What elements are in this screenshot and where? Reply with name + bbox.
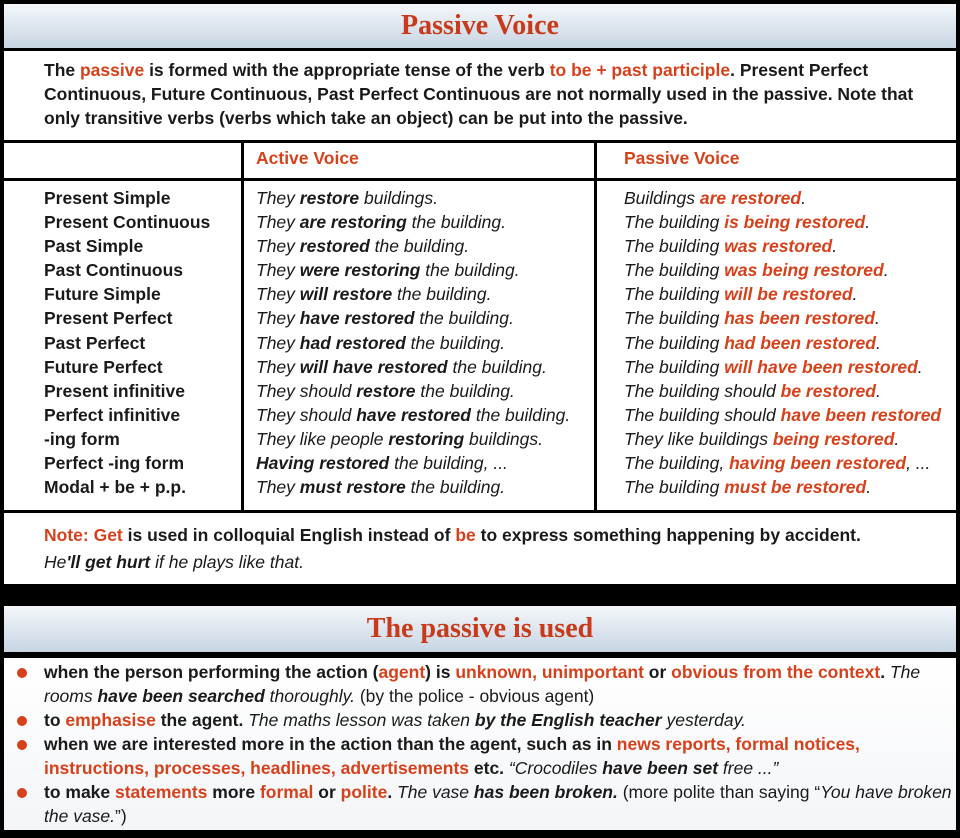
active-example: Having restored the building, ... xyxy=(256,453,508,474)
tense-label: Past Perfect xyxy=(44,332,146,353)
tense-label: Future Simple xyxy=(44,284,161,305)
active-example: They had restored the building. xyxy=(256,332,506,353)
divider xyxy=(4,178,956,181)
passive-example: The building is being restored. xyxy=(624,212,871,233)
passive-example: Buildings are restored. xyxy=(624,188,806,208)
active-example: They will have restored the building. xyxy=(256,356,547,377)
list-item: to make statements more formal or polite. The vase has been broken. (more polite than saying “You have broken the vase.”) xyxy=(44,780,959,828)
passive-example: The building has been restored. xyxy=(624,308,880,329)
tense-label: Past Simple xyxy=(44,236,144,257)
active-example: They should restore the building. xyxy=(256,380,515,401)
passive-example: The building was restored. xyxy=(624,236,838,257)
divider xyxy=(4,510,956,513)
active-example: They must restore the building. xyxy=(256,477,506,498)
tense-label: Present Simple xyxy=(44,188,171,208)
active-voice-header: Active Voice xyxy=(256,148,359,168)
bullet-dot xyxy=(17,788,27,798)
note-label: Note: xyxy=(44,525,94,545)
passive-example: The building was being restored. xyxy=(624,260,889,281)
passive-example: They like buildings being restored. xyxy=(624,428,900,449)
bullet-dot xyxy=(17,716,27,726)
tense-label: Present infinitive xyxy=(44,380,186,401)
tense-label: Present Perfect xyxy=(44,308,173,329)
active-example: They were restoring the building. xyxy=(256,260,520,281)
tense-label: Perfect infinitive xyxy=(44,404,181,425)
intro-paragraph: The passive is formed with the appropriate tense of the verb to be + past participle. Present Perfect Continuous, Future Continuous, Past Perfect Continuous are not normally used in the passive. Note that only transitive verbs (verbs which take an object) can be put into the passive. xyxy=(44,60,914,128)
tense-label: Present Continuous xyxy=(44,212,211,233)
usage-list xyxy=(4,658,956,830)
passive-example: The building, having been restored, ... xyxy=(624,453,931,474)
bullet-dot xyxy=(17,668,27,678)
divider xyxy=(4,48,956,51)
passive-example: The building will have been restored. xyxy=(624,356,923,377)
active-example: They have restored the building. xyxy=(256,308,514,329)
passive-column xyxy=(624,186,941,499)
passive-example: The building will be restored. xyxy=(624,284,858,305)
active-example: They will restore the building. xyxy=(256,284,492,305)
passive-voice-header: Passive Voice xyxy=(624,148,740,168)
passive-example: The building should have been restored xyxy=(624,404,942,425)
column-divider xyxy=(594,140,597,512)
tense-column xyxy=(44,186,210,499)
divider xyxy=(4,140,956,143)
active-column xyxy=(256,186,570,499)
section-title: Passive Voice xyxy=(4,4,956,48)
tense-label: -ing form xyxy=(44,428,120,449)
active-example: They restore buildings. xyxy=(256,188,438,208)
active-example: They should have restored the building. xyxy=(256,404,571,425)
tense-label: Modal + be + p.p. xyxy=(44,477,186,498)
section-title: The passive is used xyxy=(4,606,956,652)
list-item: to emphasise the agent. The maths lesson was taken by the English teacher yesterday. xyxy=(44,708,959,732)
passive-example: The building should be restored. xyxy=(624,380,881,401)
active-example: They restored the building. xyxy=(256,236,470,257)
list-item: when the person performing the action (agent) is unknown, unimportant or obvious from the context. The rooms have been searched thoroughly. (by the police - obvious agent) xyxy=(44,660,959,708)
active-example: They are restoring the building. xyxy=(256,212,507,233)
column-divider xyxy=(241,140,244,512)
active-example: They like people restoring buildings. xyxy=(256,428,543,449)
passive-example: The building had been restored. xyxy=(624,332,881,353)
passive-example: The building must be restored. xyxy=(624,477,872,498)
tense-label: Perfect -ing form xyxy=(44,453,185,474)
bullet-dot xyxy=(17,740,27,750)
list-item: when we are interested more in the action than the agent, such as in news reports, formal notices, instructions, processes, headlines, advertisements etc. “Crocodiles have been set free ...” xyxy=(44,732,959,780)
note: Note: Get is used in colloquial English instead of be to express something happening by accident. He'll get hurt if he plays like that. xyxy=(44,525,861,572)
tense-label: Future Perfect xyxy=(44,356,163,377)
tense-label: Past Continuous xyxy=(44,260,184,281)
